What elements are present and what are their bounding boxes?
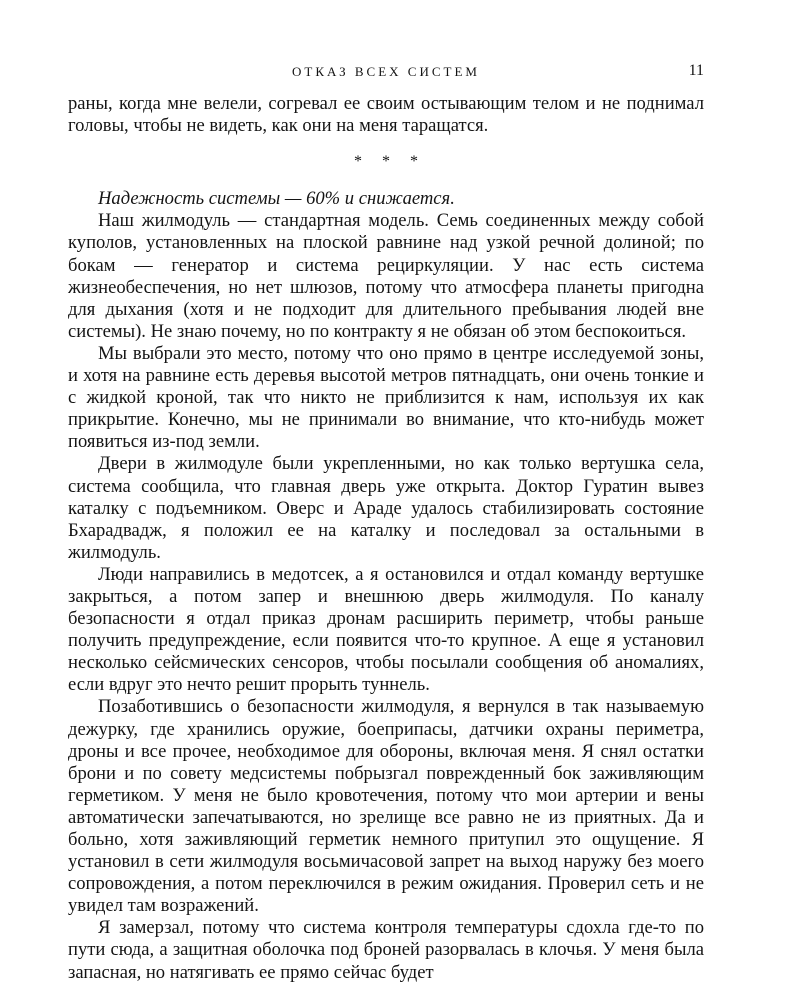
page-number: 11 — [688, 62, 704, 79]
paragraph: Позаботившись о безопасности жилмодуля, я вернулся в так называемую дежурку, где хранились оружие, боеприпасы, датчики охраны периметра, дроны и все прочее, необходимое для обороны, включая меня. Я снял остатки брони и по совету медсистемы побрызгал поврежденный бок заживляющим герметиком. У меня не было кровотечения, потому что мои артерии и вены автоматически запечатываются, но зрелище все равно не из приятных. Да и больно, хотя заживляющий герметик немного притупил это ощущение. Я установил в сети жилмодуля восьмичасовой запрет на выход наружу без моего сопровождения, а потом переключился в режим ожидания. Проверил сеть и не увидел там возражений. — [68, 696, 704, 917]
paragraph: Наш жилмодуль — стандартная модель. Семь соединенных между собой куполов, установленных на плоской равнине над узкой речной долиной; по бокам — генератор и система рециркуляции. У нас есть система жизнеобеспечения, но нет шлюзов, потому что атмосфера планеты пригодна для дыхания (хотя и не подходит для длительного пребывания людей вне системы). Не знаю почему, но по контракту я не обязан об этом беспокоиться. — [68, 210, 704, 342]
paragraph: Двери в жилмодуле были укрепленными, но как только вертушка села, система сообщила, что главная дверь уже открыта. Доктор Гуратин вывез каталку с подъемником. Оверс и Араде удалось стабилизировать состояние Бхарадвадж, я положил ее на каталку и последовал за остальными в жилмодуль. — [68, 453, 704, 563]
paragraph: Я замерзал, потому что система контроля температуры сдохла где-то по пути сюда, а защитная оболочка под броней разорвалась в клочья. У меня была запасная, но натягивать ее прямо сейчас будет — [68, 917, 704, 983]
body-text — [68, 93, 704, 984]
section-separator: * * * — [354, 153, 426, 171]
paragraph: Люди направились в медотсек, а я остановился и отдал команду вертушке закрыться, а потом запер и внешнюю дверь жилмодуля. По каналу безопасности я отдал приказ дронам расширить периметр, чтобы раньше получить предупреждение, если появится что-то крупное. А еще я установил несколько сейсмических сенсоров, чтобы посылали сообщения об аномалиях, если вдруг это нечто решит прорыть туннель. — [68, 563, 704, 696]
paragraph: Мы выбрали это место, потому что оно прямо в центре исследуемой зоны, и хотя на равнине есть деревья высотой метров пятнадцать, они очень тонкие и с жидкой кроной, так что никто не приблизится к нам, используя их как прикрытие. Конечно, мы не принимали во внимание, что кто-нибудь может появиться из-под земли. — [68, 342, 704, 453]
paragraph-continuation: раны, когда мне велели, согревал ее своим остывающим телом и не поднимал головы, чтобы не видеть, как они на меня таращатся. — [68, 93, 704, 137]
running-title: ОТКАЗ ВСЕХ СИСТЕМ — [292, 64, 480, 79]
page-header — [68, 62, 704, 82]
section-epigraph: Надежность системы — 60% и снижается. — [98, 188, 455, 210]
